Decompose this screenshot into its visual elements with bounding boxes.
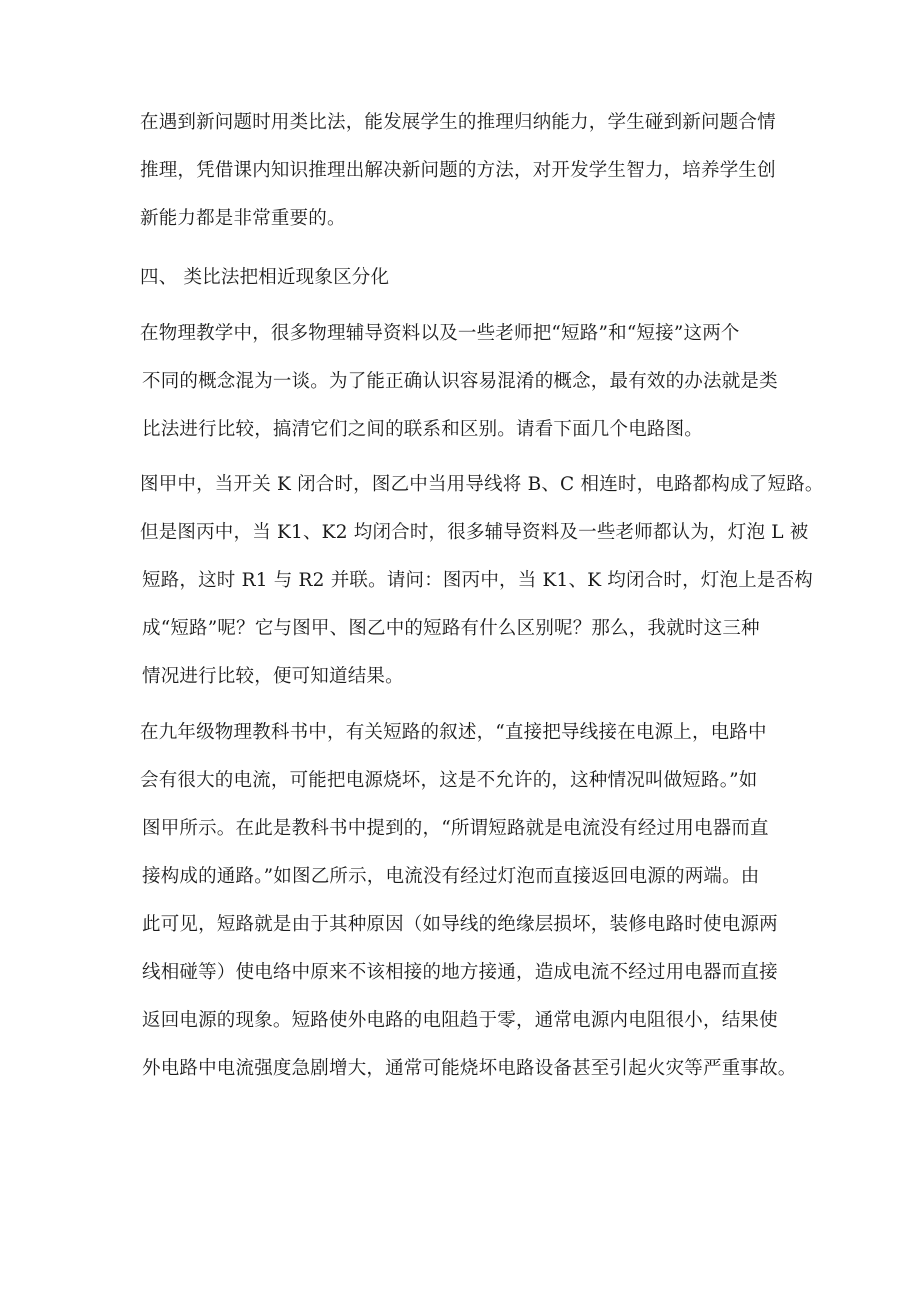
text-line: 新能力都是非常重要的。 bbox=[140, 208, 346, 229]
text-line: 在九年级物理教科书中，有关短路的叙述，“直接把导线接在电源上，电路中 bbox=[140, 722, 767, 743]
section-heading-text: 四、 类比法把相近现象区分化 bbox=[140, 267, 390, 288]
text-line: 比法进行比较，搞清它们之间的联系和区别。请看下面几个电路图。 bbox=[142, 419, 704, 440]
text-line: 但是图丙中，当 K1、K2 均闭合时，很多辅导资料及一些老师都认为，灯泡 L 被 bbox=[140, 522, 809, 543]
text-line: 返回电源的现象。短路使外电路的电阻趋于零，通常电源内电阻很小，结果使 bbox=[142, 1010, 778, 1031]
text-line: 外电路中电流强度急剧增大，通常可能烧坏电路设备甚至引起火灾等严重事故。 bbox=[142, 1058, 797, 1079]
text-line: 接构成的通路。”如图乙所示，电流没有经过灯泡而直接返回电源的两端。由 bbox=[142, 866, 760, 887]
text-line: 图甲中，当开关 K 闭合时，图乙中当用导线将 B、C 相连时，电路都构成了短路。 bbox=[140, 474, 824, 495]
text-line: 推理，凭借课内知识推理出解决新问题的方法，对开发学生智力，培养学生创 bbox=[140, 160, 776, 181]
text-line: 此可见，短路就是由于其种原因（如导线的绝缘层损坏，装修电路时使电源两 bbox=[142, 914, 778, 935]
text-line: 在物理教学中，很多物理辅导资料以及一些老师把“短路”和“短接”这两个 bbox=[140, 323, 740, 344]
text-line: 成“短路”呢？它与图甲、图乙中的短路有什么区别呢？那么，我就时这三种 bbox=[142, 618, 760, 639]
text-line: 会有很大的电流，可能把电源烧坏，这是不允许的，这种情况叫做短路。”如 bbox=[140, 770, 758, 791]
text-line: 情况进行比较，便可知道结果。 bbox=[142, 666, 404, 687]
text-line: 不同的概念混为一谈。为了能正确认识容易混淆的概念，最有效的办法就是类 bbox=[142, 371, 778, 392]
text-line: 短路，这时 R1 与 R2 并联。请问：图丙中，当 K1、K 均闭合时，灯泡上是否构 bbox=[142, 570, 813, 591]
text-line: 图甲所示。在此是教科书中提到的，“所谓短路就是电流没有经过用电器而直 bbox=[142, 818, 769, 839]
text-line: 在遇到新问题时用类比法，能发展学生的推理归纳能力，学生碰到新问题合情 bbox=[140, 112, 776, 133]
text-line: 线相碰等）使电络中原来不该相接的地方接通，造成电流不经过用电器而直接 bbox=[142, 962, 778, 983]
